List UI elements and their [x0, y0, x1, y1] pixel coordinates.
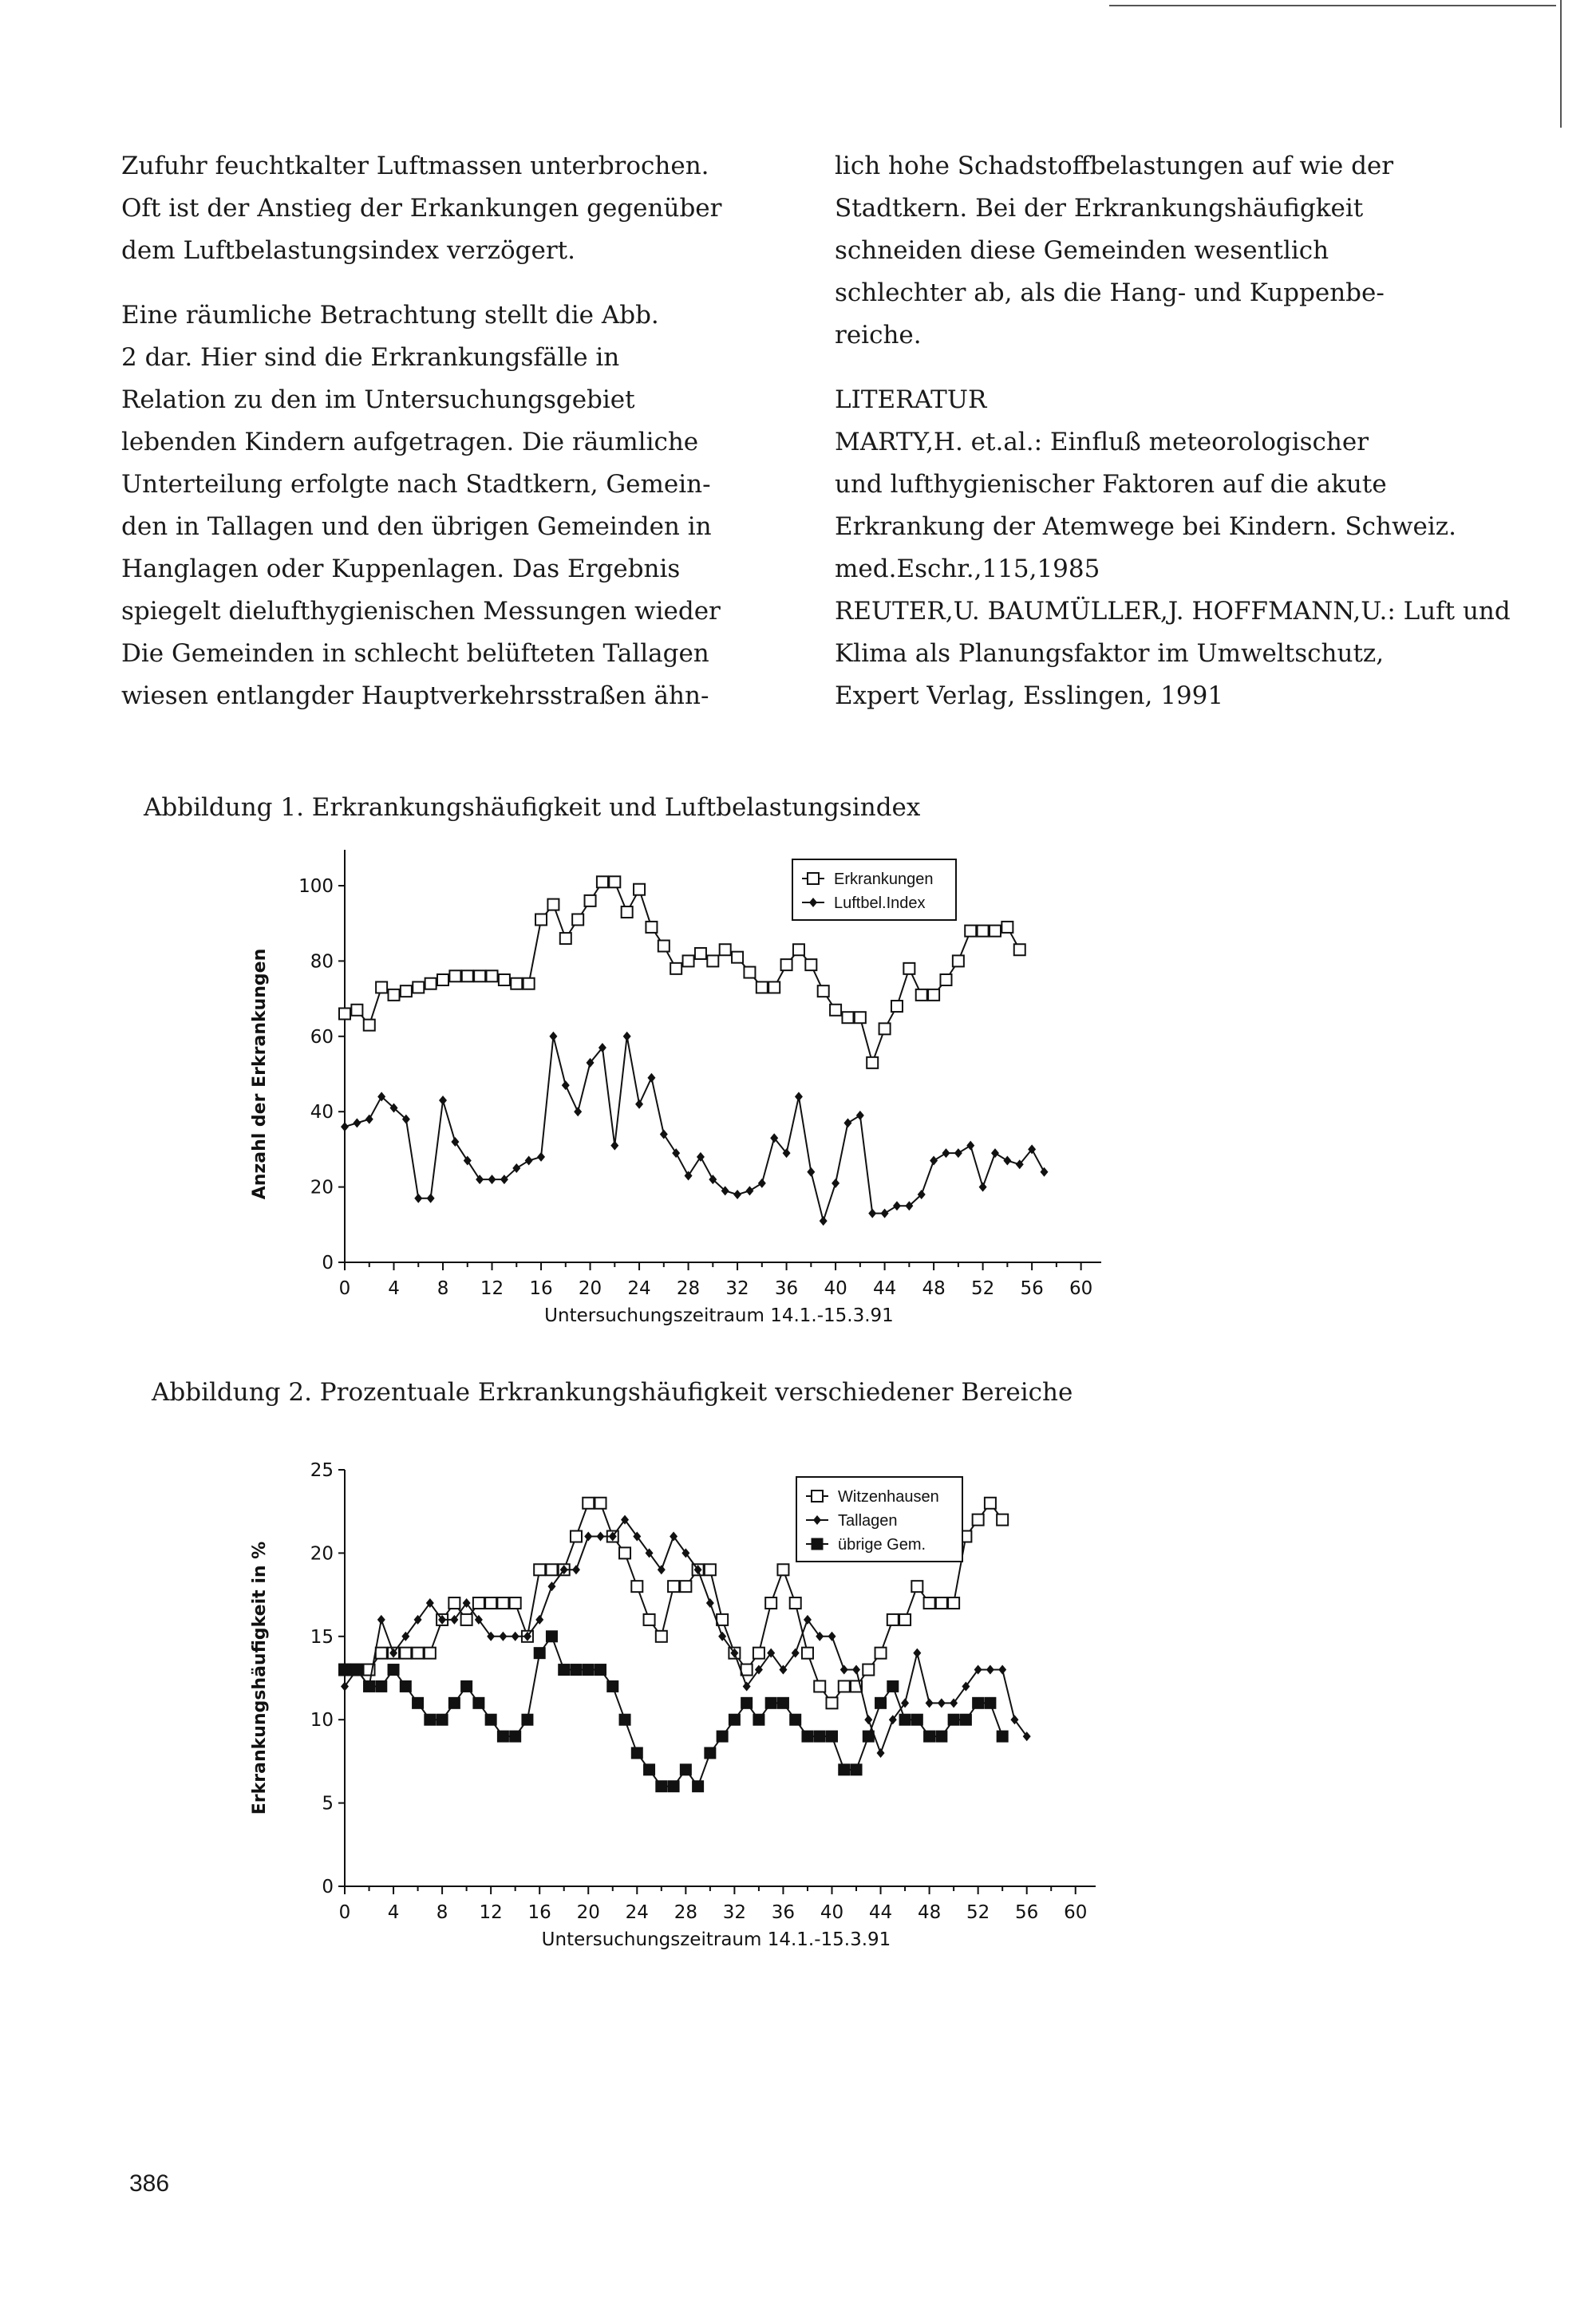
x-tick-label: 28 [674, 1902, 697, 1923]
data-point-square [997, 1514, 1008, 1526]
data-point-square [583, 1498, 594, 1509]
series-line [345, 1637, 1002, 1787]
data-point-diamond [377, 1615, 385, 1625]
y-tick-label: 20 [310, 1177, 334, 1198]
y-tick-label: 0 [322, 1877, 334, 1897]
x-tick-label: 8 [437, 1278, 449, 1299]
x-tick-label: 24 [627, 1278, 651, 1299]
x-axis-label: Untersuchungszeitraum 14.1.-15.3.91 [544, 1305, 894, 1326]
x-tick-label: 36 [774, 1278, 799, 1299]
data-point-filled-square [485, 1714, 496, 1725]
data-point-filled-square [960, 1714, 971, 1725]
right-column-line: Erkrankung der Atemwege bei Kindern. Schweiz. [835, 512, 1456, 541]
data-point-square [973, 1514, 984, 1526]
data-point-square [485, 1597, 496, 1609]
legend-label: Erkrankungen [834, 871, 934, 888]
data-point-square [448, 1597, 460, 1609]
legend [796, 1477, 962, 1562]
data-point-square [473, 1597, 484, 1609]
x-tick-label: 16 [529, 1278, 553, 1299]
data-point-square [924, 1597, 935, 1609]
data-point-diamond [572, 1565, 580, 1574]
series-2 [339, 1631, 1008, 1792]
data-point-square [790, 1597, 801, 1609]
data-point-square [571, 1531, 582, 1542]
data-point-diamond [852, 1665, 860, 1675]
y-tick-label: 5 [322, 1793, 334, 1814]
right-column-line: LITERATUR [835, 385, 987, 414]
data-point-filled-square [851, 1764, 862, 1775]
x-tick-label: 32 [722, 1902, 747, 1923]
data-point-square [839, 1680, 850, 1692]
data-point-filled-square [473, 1697, 484, 1708]
data-point-square [948, 1597, 959, 1609]
data-point-filled-square [534, 1648, 545, 1659]
left-column-line: Hanglagen oder Kuppenlagen. Das Ergebnis [121, 555, 681, 583]
data-point-filled-square [571, 1664, 582, 1676]
data-point-filled-square [765, 1697, 776, 1708]
data-point-square [631, 1581, 642, 1592]
x-tick-label: 60 [1069, 1278, 1093, 1299]
data-point-filled-square [351, 1664, 362, 1676]
data-point-filled-square [546, 1631, 557, 1642]
y-axis-label: Anzahl der Erkrankungen [250, 948, 270, 1200]
data-point-square [863, 1664, 874, 1676]
data-point-filled-square [680, 1764, 691, 1775]
data-point-filled-square [802, 1731, 813, 1742]
data-point-filled-square [631, 1747, 642, 1759]
x-tick-label: 56 [1020, 1278, 1044, 1299]
x-tick-label: 40 [820, 1902, 844, 1923]
data-point-square [814, 1680, 825, 1692]
data-point-filled-square [887, 1680, 899, 1692]
data-point-square [497, 1597, 508, 1609]
data-point-filled-square [583, 1664, 594, 1676]
left-column-line: Zufuhr feuchtkalter Luftmassen unterbrochen. [121, 152, 709, 180]
data-point-square [802, 1648, 813, 1659]
left-column-line: den in Tallagen und den übrigen Gemeinden in [121, 512, 712, 541]
data-point-filled-square [425, 1714, 436, 1725]
data-point-diamond [986, 1665, 994, 1675]
data-point-filled-square [559, 1664, 570, 1676]
data-point-filled-square [339, 1664, 350, 1676]
data-point-square [668, 1581, 679, 1592]
data-point-diamond [926, 1698, 934, 1708]
data-point-diamond [877, 1748, 885, 1758]
right-column-line: Stadtkern. Bei der Erkrankungshäufigkeit [835, 194, 1364, 223]
data-point-filled-square [812, 1538, 823, 1550]
x-tick-label: 28 [676, 1278, 701, 1299]
figure2-caption: Abbildung 2. Prozentuale Erkrankungshäufigkeit verschiedener Bereiche [152, 1378, 1073, 1407]
data-point-square [425, 1648, 436, 1659]
legend-label: übrige Gem. [838, 1536, 926, 1554]
data-point-square [899, 1614, 911, 1625]
x-tick-label: 52 [970, 1278, 995, 1299]
data-point-filled-square [717, 1731, 728, 1742]
data-point-filled-square [839, 1764, 850, 1775]
y-tick-label: 20 [310, 1543, 334, 1565]
data-point-square [777, 1564, 788, 1575]
data-point-square [753, 1648, 764, 1659]
x-tick-label: 44 [872, 1278, 897, 1299]
left-column-line: wiesen entlangder Hauptverkehrsstraßen ähn- [121, 681, 709, 710]
data-point-square [911, 1581, 922, 1592]
data-point-filled-square [364, 1680, 375, 1692]
data-point-filled-square [644, 1764, 655, 1775]
data-point-filled-square [668, 1781, 679, 1792]
right-column-line: Expert Verlag, Esslingen, 1991 [835, 681, 1224, 710]
legend-label: Luftbel.Index [834, 894, 926, 912]
data-point-square [705, 1564, 716, 1575]
y-tick-label: 15 [310, 1626, 334, 1648]
data-point-square [826, 1697, 837, 1708]
y-tick-label: 100 [298, 876, 334, 897]
y-tick-label: 0 [322, 1253, 334, 1273]
x-tick-label: 4 [387, 1902, 400, 1923]
data-point-filled-square [826, 1731, 837, 1742]
x-tick-label: 36 [771, 1902, 796, 1923]
data-point-filled-square [924, 1731, 935, 1742]
data-point-filled-square [875, 1697, 887, 1708]
data-point-square [461, 1614, 472, 1625]
data-point-square [765, 1597, 776, 1609]
data-point-filled-square [693, 1781, 704, 1792]
x-tick-label: 60 [1064, 1902, 1088, 1923]
left-column-line: dem Luftbelastungsindex verzögert. [121, 236, 575, 265]
data-point-filled-square [997, 1731, 1008, 1742]
right-column-line: reiche. [835, 321, 922, 349]
right-column-line: REUTER,U. BAUMÜLLER,J. HOFFMANN,U.: Luft und [835, 597, 1511, 626]
x-tick-label: 44 [868, 1902, 893, 1923]
x-tick-label: 56 [1015, 1902, 1039, 1923]
x-tick-label: 52 [966, 1902, 990, 1923]
data-point-filled-square [777, 1697, 788, 1708]
x-tick-label: 16 [527, 1902, 551, 1923]
right-column-line: med.Eschr.,115,1985 [835, 555, 1100, 583]
y-tick-label: 60 [310, 1026, 334, 1048]
right-column-line: schneiden diese Gemeinden wesentlich [835, 236, 1329, 265]
data-point-diamond [864, 1715, 872, 1724]
y-tick-label: 25 [310, 1460, 334, 1481]
right-column-line: und lufthygienischer Faktoren auf die akute [835, 470, 1387, 499]
data-point-diamond [913, 1649, 921, 1658]
left-column-line: Unterteilung erfolgte nach Stadtkern, Gemein- [121, 470, 711, 499]
data-point-diamond [840, 1665, 848, 1675]
data-point-square [936, 1597, 947, 1609]
data-point-diamond [499, 1632, 507, 1641]
data-point-diamond [584, 1532, 592, 1542]
data-point-square [546, 1564, 557, 1575]
data-point-filled-square [619, 1714, 630, 1725]
left-column-line: Oft ist der Anstieg der Erkankungen gegenüber [121, 194, 722, 223]
x-tick-label: 20 [578, 1278, 602, 1299]
x-tick-label: 12 [479, 1902, 503, 1923]
data-point-filled-square [607, 1680, 618, 1692]
data-point-square [985, 1498, 996, 1509]
x-tick-label: 0 [338, 1902, 351, 1923]
data-point-diamond [828, 1632, 836, 1641]
y-tick-label: 10 [310, 1710, 334, 1732]
data-point-filled-square [899, 1714, 911, 1725]
data-point-filled-square [376, 1680, 387, 1692]
data-point-filled-square [790, 1714, 801, 1725]
left-column-line: spiegelt dielufthygienischen Messungen wieder [121, 597, 721, 626]
data-point-square [680, 1581, 691, 1592]
data-point-square [656, 1631, 667, 1642]
data-point-filled-square [741, 1697, 753, 1708]
data-point-square [595, 1498, 606, 1509]
data-point-diamond [512, 1632, 519, 1641]
data-point-square [376, 1648, 387, 1659]
data-point-filled-square [863, 1731, 874, 1742]
x-tick-label: 8 [436, 1902, 448, 1923]
right-column-line: MARTY,H. et.al.: Einfluß meteorologischer [835, 428, 1369, 456]
right-column-line: schlechter ab, als die Hang- und Kuppenbe- [835, 278, 1385, 307]
data-point-square [644, 1614, 655, 1625]
x-tick-label: 24 [625, 1902, 649, 1923]
data-point-filled-square [936, 1731, 947, 1742]
y-tick-label: 80 [310, 951, 334, 973]
data-point-square [400, 1648, 411, 1659]
data-point-filled-square [413, 1697, 424, 1708]
x-tick-label: 32 [725, 1278, 749, 1299]
data-point-square [812, 1491, 823, 1502]
data-point-filled-square [911, 1714, 922, 1725]
data-point-filled-square [973, 1697, 984, 1708]
data-point-filled-square [388, 1664, 399, 1676]
data-point-square [887, 1614, 899, 1625]
x-tick-label: 40 [824, 1278, 847, 1299]
right-column-line: lich hohe Schadstoffbelastungen auf wie der [835, 152, 1394, 180]
left-column-line: lebenden Kindern aufgetragen. Die räumliche [121, 428, 699, 456]
legend-label: Tallagen [838, 1512, 898, 1530]
data-point-filled-square [595, 1664, 606, 1676]
x-tick-label: 20 [576, 1902, 600, 1923]
right-column-line: Klima als Planungsfaktor im Umweltschutz, [835, 639, 1385, 668]
data-point-filled-square [948, 1714, 959, 1725]
data-point-diamond [706, 1598, 714, 1608]
data-point-filled-square [729, 1714, 740, 1725]
data-point-filled-square [461, 1680, 472, 1692]
x-tick-label: 48 [922, 1278, 946, 1299]
left-column-line: Relation zu den im Untersuchungsgebiet [121, 385, 635, 414]
data-point-filled-square [705, 1747, 716, 1759]
left-column-line: Eine räumliche Betrachtung stellt die Abb. [121, 301, 659, 330]
data-point-filled-square [437, 1714, 448, 1725]
figure1-caption: Abbildung 1. Erkrankungshäufigkeit und Luftbelastungsindex [144, 793, 921, 822]
y-tick-label: 40 [310, 1102, 334, 1123]
data-point-square [875, 1648, 887, 1659]
data-point-square [619, 1547, 630, 1558]
data-point-filled-square [448, 1697, 460, 1708]
data-point-filled-square [400, 1680, 411, 1692]
data-point-filled-square [656, 1781, 667, 1792]
page-number: 386 [129, 2170, 170, 2197]
data-point-diamond [597, 1532, 605, 1542]
x-tick-label: 4 [388, 1278, 400, 1299]
x-axis-label: Untersuchungszeitraum 14.1.-15.3.91 [541, 1929, 891, 1950]
data-point-square [534, 1564, 545, 1575]
data-point-diamond [998, 1665, 1006, 1675]
x-tick-label: 0 [338, 1278, 351, 1299]
left-column-line: 2 dar. Hier sind die Erkrankungsfälle in [121, 343, 620, 372]
data-point-filled-square [985, 1697, 996, 1708]
data-point-filled-square [497, 1731, 508, 1742]
y-axis-label: Erkrankungshäufigkeit in % [250, 1541, 270, 1815]
data-point-filled-square [522, 1714, 533, 1725]
data-point-filled-square [814, 1731, 825, 1742]
x-tick-label: 12 [480, 1278, 504, 1299]
data-point-diamond [938, 1698, 946, 1708]
data-point-square [413, 1648, 424, 1659]
legend-label: Witzenhausen [838, 1488, 939, 1506]
left-column-line: Die Gemeinden in schlecht belüfteten Tallagen [121, 639, 709, 668]
x-tick-label: 48 [917, 1902, 942, 1923]
data-point-filled-square [510, 1731, 521, 1742]
data-point-filled-square [753, 1714, 764, 1725]
data-point-square [510, 1597, 521, 1609]
